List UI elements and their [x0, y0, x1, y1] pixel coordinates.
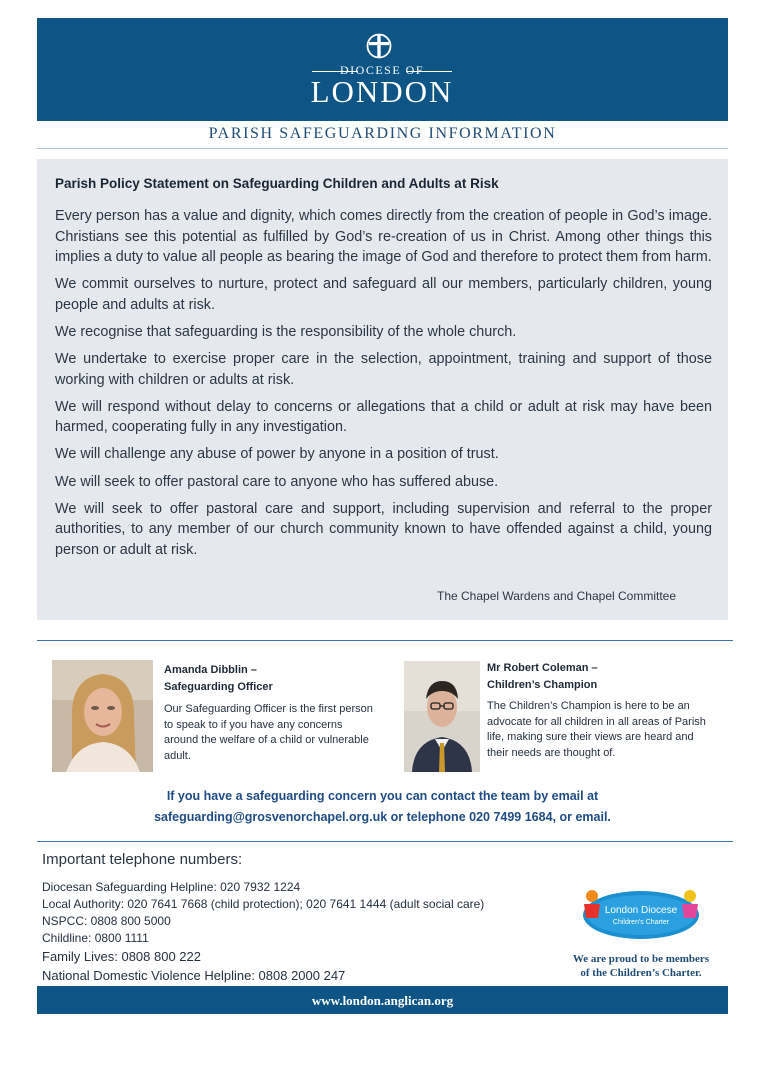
telephone-item: Local Authority: 020 7641 7668 (child protection); 020 7641 1444 (adult social care) [42, 897, 485, 911]
policy-statement-panel [37, 159, 728, 620]
policy-paragraph: We will respond without delay to concerns or allegations that a child or adult at risk may have been harmed, cooperating fully in any investigation. [55, 398, 712, 436]
person-role: Safeguarding Officer [164, 681, 273, 693]
section-divider [37, 640, 733, 641]
policy-paragraph: We recognise that safeguarding is the responsibility of the whole church. [55, 323, 517, 340]
person-name: Mr Robert Coleman – [487, 662, 598, 674]
footer-website-link[interactable]: www.london.anglican.org [311, 993, 454, 1008]
policy-paragraph: We undertake to exercise proper care in the selection, appointment, training and support of those working with children or adults at risk. [55, 351, 712, 388]
section-divider [37, 841, 733, 842]
cross-circle-icon [366, 33, 392, 59]
policy-paragraph: We commit ourselves to nurture, protect and safeguard all our members, particularly children, young people and adults at risk. [55, 276, 712, 313]
telephone-item: Childline: 0800 1111 [42, 931, 149, 945]
childrens-champion-heading [487, 660, 647, 694]
safeguarding-officer-heading [164, 662, 324, 696]
brand-diocese-of: DIOCESE OF [339, 63, 424, 77]
policy-signature: The Chapel Wardens and Chapel Committee [437, 589, 677, 603]
policy-title: Parish Policy Statement on Safeguarding Children and Adults at Risk [55, 176, 499, 191]
childrens-champion-photo [404, 661, 480, 772]
childrens-champion-description: The Children’s Champion is here to be an advocate for all children in all areas of Parish life, making sure their views are heard and their needs are thought of. [487, 700, 706, 759]
policy-paragraph: We will seek to offer pastoral care to anyone who has suffered abuse. [55, 473, 499, 490]
policy-paragraph: Every person has a value and dignity, which comes directly from the creation of people in God’s image. Christians see this potential as fulfilled by God’s re-creation of us in Christ. Among other things this implies a duty to value all people as bearing the image of God and therefore to protect them from harm. [55, 208, 712, 266]
page-subtitle: PARISH SAFEGUARDING INFORMATION [208, 125, 557, 142]
policy-paragraph: We will challenge any abuse of power by anyone in a position of trust. [55, 446, 499, 463]
telephone-item: NSPCC: 0808 800 5000 [42, 914, 171, 928]
contact-line: If you have a safeguarding concern you can contact the team by email at [166, 789, 599, 803]
charter-caption-line: of the Children’s Charter. [580, 967, 702, 979]
safeguarding-officer-description: Our Safeguarding Officer is the first person to speak to if you have any concerns around the welfare of a child or vulnerable adult. [164, 703, 373, 762]
brand-london: LONDON [310, 74, 454, 109]
telephone-heading: Important telephone numbers: [42, 851, 243, 868]
subtitle-divider [37, 148, 728, 149]
charter-logo-line2: Children's Charter [612, 919, 670, 926]
contact-details[interactable]: safeguarding@grosvenorchapel.org.uk or telephone 020 7499 1684, or email. [154, 810, 611, 824]
telephone-list [42, 879, 562, 985]
telephone-item: Family Lives: 0808 800 222 [42, 949, 201, 964]
safeguarding-officer-photo [52, 660, 153, 772]
charter-caption-line: We are proud to be members [572, 953, 710, 965]
charter-caption [556, 952, 726, 980]
policy-body [55, 206, 712, 567]
telephone-item: National Domestic Violence Helpline: 0808 2000 247 [42, 968, 346, 983]
person-name: Amanda Dibblin – [164, 664, 257, 676]
policy-paragraph: We will seek to offer pastoral care and support, including supervision and referral to the proper authorities, to any member of our church community known to have offended against a child, young person or adult at risk. [55, 500, 712, 558]
person-role: Children’s Champion [487, 679, 598, 691]
footer-banner [37, 986, 728, 1014]
telephone-item: Diocesan Safeguarding Helpline: 020 7932 1224 [42, 880, 301, 894]
childrens-charter-logo [576, 884, 706, 944]
charter-logo-line1: London Diocese [604, 905, 678, 916]
